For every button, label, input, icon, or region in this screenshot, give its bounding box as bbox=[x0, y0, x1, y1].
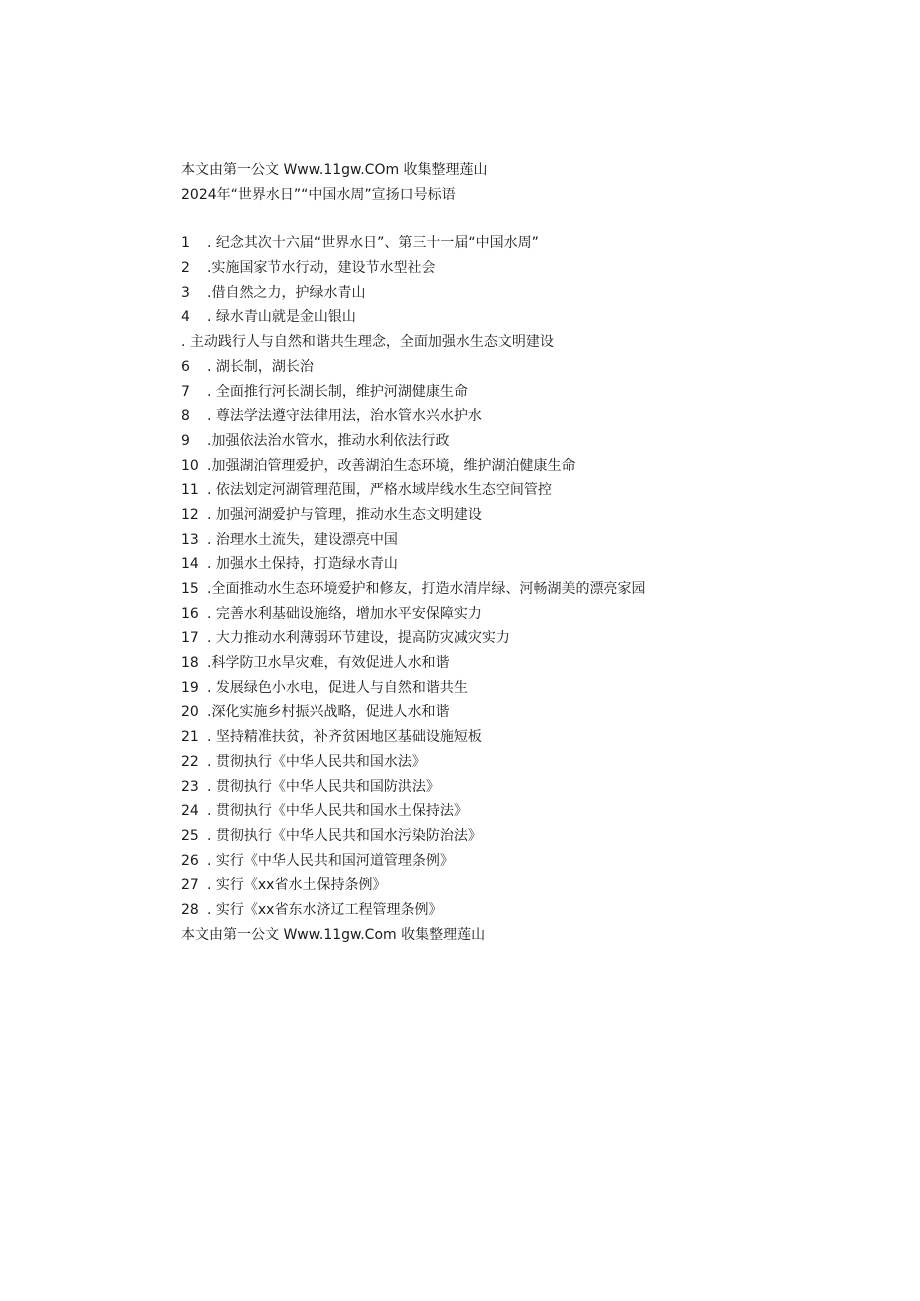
slogan-item bbox=[181, 750, 881, 775]
slogan-item bbox=[181, 824, 881, 849]
slogan-text: . 绿水青山就是金山银山 bbox=[207, 309, 356, 326]
slogan-number: 24 bbox=[181, 803, 199, 820]
slogan-number: 15 bbox=[181, 581, 199, 597]
slogan-text: .科学防卫水旱灾难，有效促进人水和谐 bbox=[207, 655, 450, 672]
slogan-item bbox=[181, 429, 881, 454]
slogan-text: . 贯彻执行《中华人民共和国水土保持法》 bbox=[207, 803, 468, 820]
slogan-number: 21 bbox=[181, 729, 199, 746]
slogan-item bbox=[181, 873, 881, 898]
slogan-text: .加强依法治水管水，推动水利依法行政 bbox=[207, 432, 450, 449]
slogan-text: . 纪念其次十六届“世界水日”、第三十一届“中国水周” bbox=[207, 235, 539, 252]
slogan-item bbox=[181, 676, 881, 701]
slogan-text: . 加强水土保持，打造绿水青山 bbox=[207, 556, 398, 573]
slogan-text: . 依法划定河湖管理范围，严格水域岸线水生态空间管控 bbox=[207, 482, 552, 499]
slogan-number: 8 bbox=[181, 408, 190, 425]
slogan-text: . 贯彻执行《中华人民共和国防洪法》 bbox=[207, 778, 440, 795]
slogan-text: . 加强河湖爱护与管理，推动水生态文明建设 bbox=[207, 506, 482, 523]
slogan-number: 6 bbox=[181, 358, 190, 375]
slogan-item bbox=[181, 305, 881, 330]
slogan-number: 1 bbox=[181, 235, 190, 252]
slogan-item bbox=[181, 700, 881, 725]
slogan-text: . 发展绿色小水电，促进人与自然和谐共生 bbox=[207, 679, 468, 696]
slogan-number: 18 bbox=[181, 655, 199, 672]
slogan-number: 10 bbox=[181, 457, 199, 474]
slogan-text: . 治理水土流失，建设漂亮中国 bbox=[207, 531, 398, 548]
slogan-item bbox=[181, 281, 881, 306]
slogan-item bbox=[181, 725, 881, 750]
slogan-item bbox=[181, 355, 881, 380]
slogan-item bbox=[181, 231, 881, 256]
slogan-item bbox=[181, 478, 881, 503]
slogan-text: . 完善水利基础设施络，增加水平安保障实力 bbox=[207, 605, 482, 622]
slogan-number: 2 bbox=[181, 260, 190, 277]
slogan-item bbox=[181, 849, 881, 874]
document-title: 2024年“世界水日”“中国水周”宣扬口号标语 bbox=[181, 186, 456, 203]
slogan-text: . 尊法学法遵守法律用法，治水管水兴水护水 bbox=[207, 408, 482, 425]
slogan-number: 25 bbox=[181, 827, 199, 844]
slogan-number: 23 bbox=[181, 778, 199, 795]
slogan-text: . 实行《中华人民共和国河道管理条例》 bbox=[207, 852, 454, 869]
slogan-item bbox=[181, 552, 881, 577]
slogan-number: 27 bbox=[181, 877, 199, 894]
slogan-item bbox=[181, 898, 881, 923]
slogan-number: 28 bbox=[181, 901, 199, 918]
slogan-list bbox=[181, 231, 881, 922]
slogan-item bbox=[181, 256, 881, 281]
slogan-number: 16 bbox=[181, 605, 199, 622]
slogan-number: 3 bbox=[181, 284, 190, 301]
slogan-text: . 坚持精准扶贫，补齐贫困地区基础设施短板 bbox=[207, 729, 482, 746]
slogan-text: .全面推动水生态环境爱护和修友，打造水清岸绿、河畅湖美的漂亮家园 bbox=[207, 581, 646, 597]
slogan-text: . 全面推行河长湖长制，维护河湖健康生命 bbox=[207, 383, 468, 400]
slogan-text: . 实行《xx省水土保持条例》 bbox=[207, 877, 387, 894]
slogan-item bbox=[181, 404, 881, 429]
slogan-item bbox=[181, 330, 881, 355]
header-source-line: 本文由第一公文 Www.11gw.COm 收集整理莲山 bbox=[181, 162, 488, 178]
slogan-number: 9 bbox=[181, 432, 190, 449]
slogan-number: 4 bbox=[181, 309, 190, 326]
slogan-number: 26 bbox=[181, 852, 199, 869]
slogan-text: . 大力推动水利薄弱环节建设，提高防灾减灾实力 bbox=[207, 630, 510, 647]
slogan-number: 22 bbox=[181, 753, 199, 770]
slogan-text: . 贯彻执行《中华人民共和国水法》 bbox=[207, 753, 426, 770]
slogan-number: 19 bbox=[181, 679, 199, 696]
slogan-item bbox=[181, 577, 881, 602]
slogan-item bbox=[181, 528, 881, 553]
slogan-item bbox=[181, 454, 881, 479]
slogan-number: 20 bbox=[181, 704, 199, 721]
slogan-item bbox=[181, 799, 881, 824]
slogan-text: . 湖长制，湖长治 bbox=[207, 358, 314, 375]
slogan-text: .实施国家节水行动，建设节水型社会 bbox=[207, 260, 436, 277]
slogan-item bbox=[181, 380, 881, 405]
spacer bbox=[181, 207, 881, 231]
slogan-item bbox=[181, 626, 881, 651]
slogan-item bbox=[181, 775, 881, 800]
slogan-number: 7 bbox=[181, 383, 190, 400]
slogan-item bbox=[181, 602, 881, 627]
slogan-item bbox=[181, 503, 881, 528]
slogan-text: .借自然之力，护绿水青山 bbox=[207, 284, 366, 301]
slogan-text: . 实行《xx省东水济辽工程管理条例》 bbox=[207, 901, 443, 918]
slogan-number: 13 bbox=[181, 531, 199, 548]
footer-source-line: 本文由第一公文 Www.11gw.Com 收集整理莲山 bbox=[181, 926, 486, 943]
slogan-text: . 主动践行人与自然和谐共生理念，全面加强水生态文明建设 bbox=[181, 334, 554, 351]
slogan-number: 17 bbox=[181, 630, 199, 647]
slogan-text: .深化实施乡村振兴战略，促进人水和谐 bbox=[207, 704, 450, 721]
document-page bbox=[181, 158, 881, 947]
slogan-item bbox=[181, 651, 881, 676]
slogan-text: .加强湖泊管理爱护，改善湖泊生态环境，维护湖泊健康生命 bbox=[207, 457, 576, 474]
slogan-text: . 贯彻执行《中华人民共和国水污染防治法》 bbox=[207, 827, 482, 844]
slogan-number: 11 bbox=[181, 482, 199, 499]
slogan-number: 12 bbox=[181, 506, 199, 523]
slogan-number: 14 bbox=[181, 556, 199, 573]
